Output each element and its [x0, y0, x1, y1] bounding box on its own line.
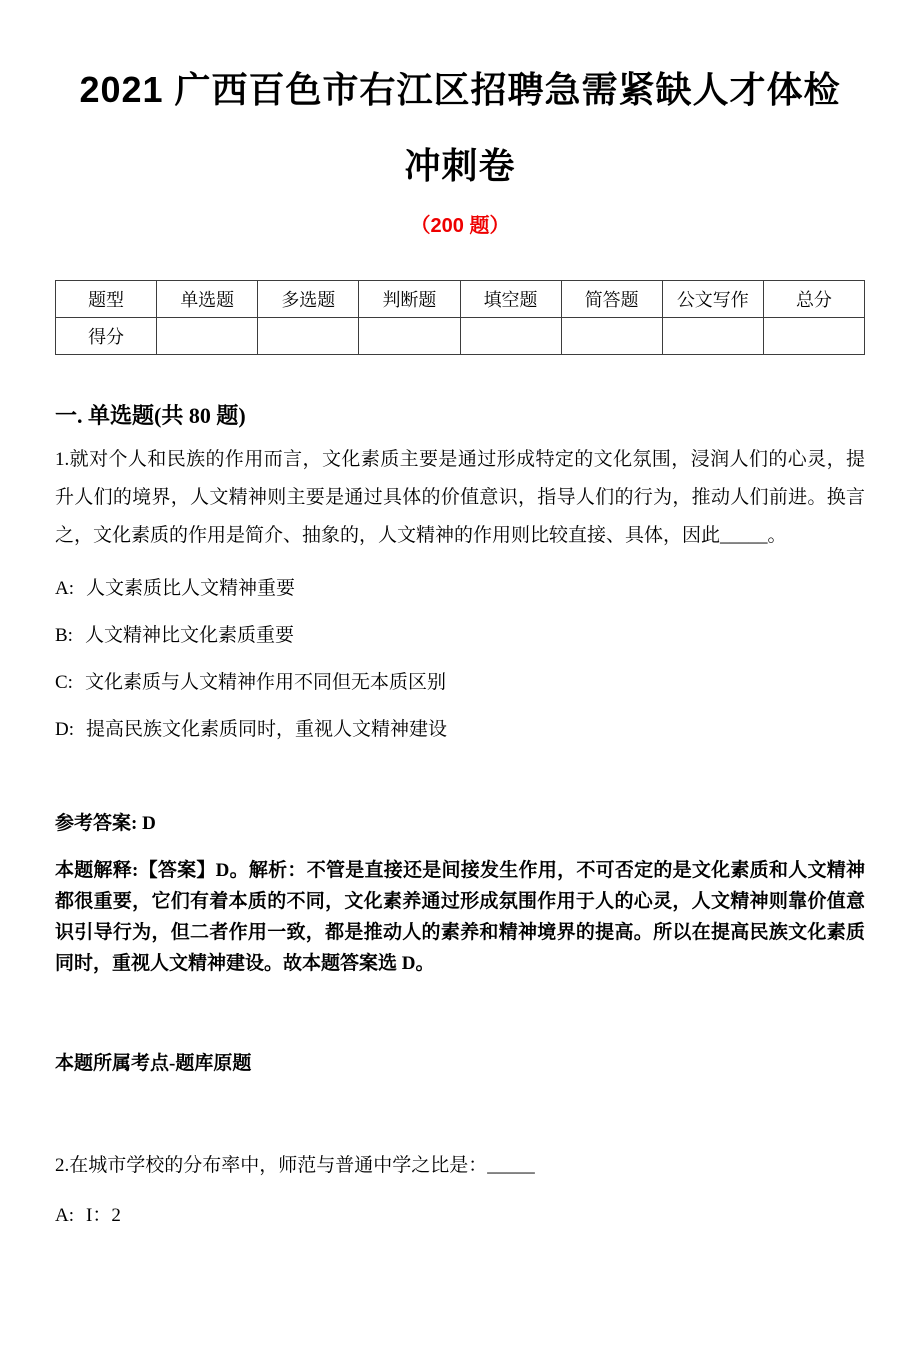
score-table-header-cell: 多选题 [258, 281, 359, 318]
question-count-subtitle: （200 题） [410, 215, 510, 237]
option-a [55, 1203, 865, 1229]
page-title: 2021 广西百色市右江区招聘急需紧缺人才体检冲刺卷 [79, 69, 841, 186]
option-b [55, 623, 865, 649]
question-text: 1.就对个人和民族的作用而言，文化素质主要是通过形成特定的文化氛围，浸润人们的心灵，提升人们的境界，人文精神则主要是通过具体的价值意识，指导人们的行为，推动人们前进。换言之，文化素质的作用是简介、抽象的，人文精神的作用则比较直接、具体，因此_____。 [55, 449, 865, 546]
option-label: C: [55, 672, 73, 693]
option-c [55, 670, 865, 696]
score-table-header-cell: 公文写作 [662, 281, 763, 318]
option-text: 提高民族文化素质同时，重视人文精神建设 [86, 719, 448, 740]
score-table-header-cell: 简答题 [561, 281, 662, 318]
score-input-cell [763, 318, 864, 355]
option-text: I：2 [86, 1205, 121, 1226]
option-label: A: [55, 1205, 74, 1226]
question-1-options [55, 576, 865, 743]
section-heading-single-choice: 一. 单选题(共 80 题) [55, 403, 246, 428]
reference-answer: 参考答案: D [55, 813, 156, 834]
score-row-label: 得分 [56, 318, 157, 355]
option-label: B: [55, 625, 73, 646]
score-table-header-cell: 题型 [56, 281, 157, 318]
score-input-cell [157, 318, 258, 355]
option-label: D: [55, 719, 74, 740]
question-text: 2.在城市学校的分布率中，师范与普通中学之比是：_____ [55, 1155, 535, 1176]
knowledge-point-note: 本题所属考点-题库原题 [55, 1053, 252, 1074]
option-a [55, 576, 865, 602]
score-table-score-row [56, 318, 865, 355]
score-input-cell [460, 318, 561, 355]
option-text: 人文精神比文化素质重要 [84, 625, 294, 646]
exam-document-page [0, 52, 920, 1229]
answer-explanation: 本题解释:【答案】D。解析：不管是直接还是间接发生作用，不可否定的是文化素质和人文精神都很重要，它们有着本质的不同，文化素养通过形成氛围作用于人的心灵，人文精神则靠价值意识引导行为，但二者作用一致，都是推动人的素养和精神境界的提高。所以在提高民族文化素质同时，重视人文精神建设。故本题答案选 D。 [55, 860, 865, 974]
score-table-header-cell: 判断题 [359, 281, 460, 318]
option-text: 文化素质与人文精神作用不同但无本质区别 [84, 672, 446, 693]
question-2-block [55, 1153, 865, 1229]
option-text: 人文素质比人文精神重要 [86, 578, 296, 599]
score-table-header-cell: 单选题 [157, 281, 258, 318]
score-table [55, 280, 865, 355]
score-input-cell [662, 318, 763, 355]
score-input-cell [561, 318, 662, 355]
question-1-block [55, 441, 865, 1077]
score-input-cell [359, 318, 460, 355]
score-table-header-row [56, 281, 865, 318]
score-table-header-cell: 总分 [763, 281, 864, 318]
score-table-header-cell: 填空题 [460, 281, 561, 318]
score-input-cell [258, 318, 359, 355]
option-d [55, 717, 865, 743]
option-label: A: [55, 578, 74, 599]
